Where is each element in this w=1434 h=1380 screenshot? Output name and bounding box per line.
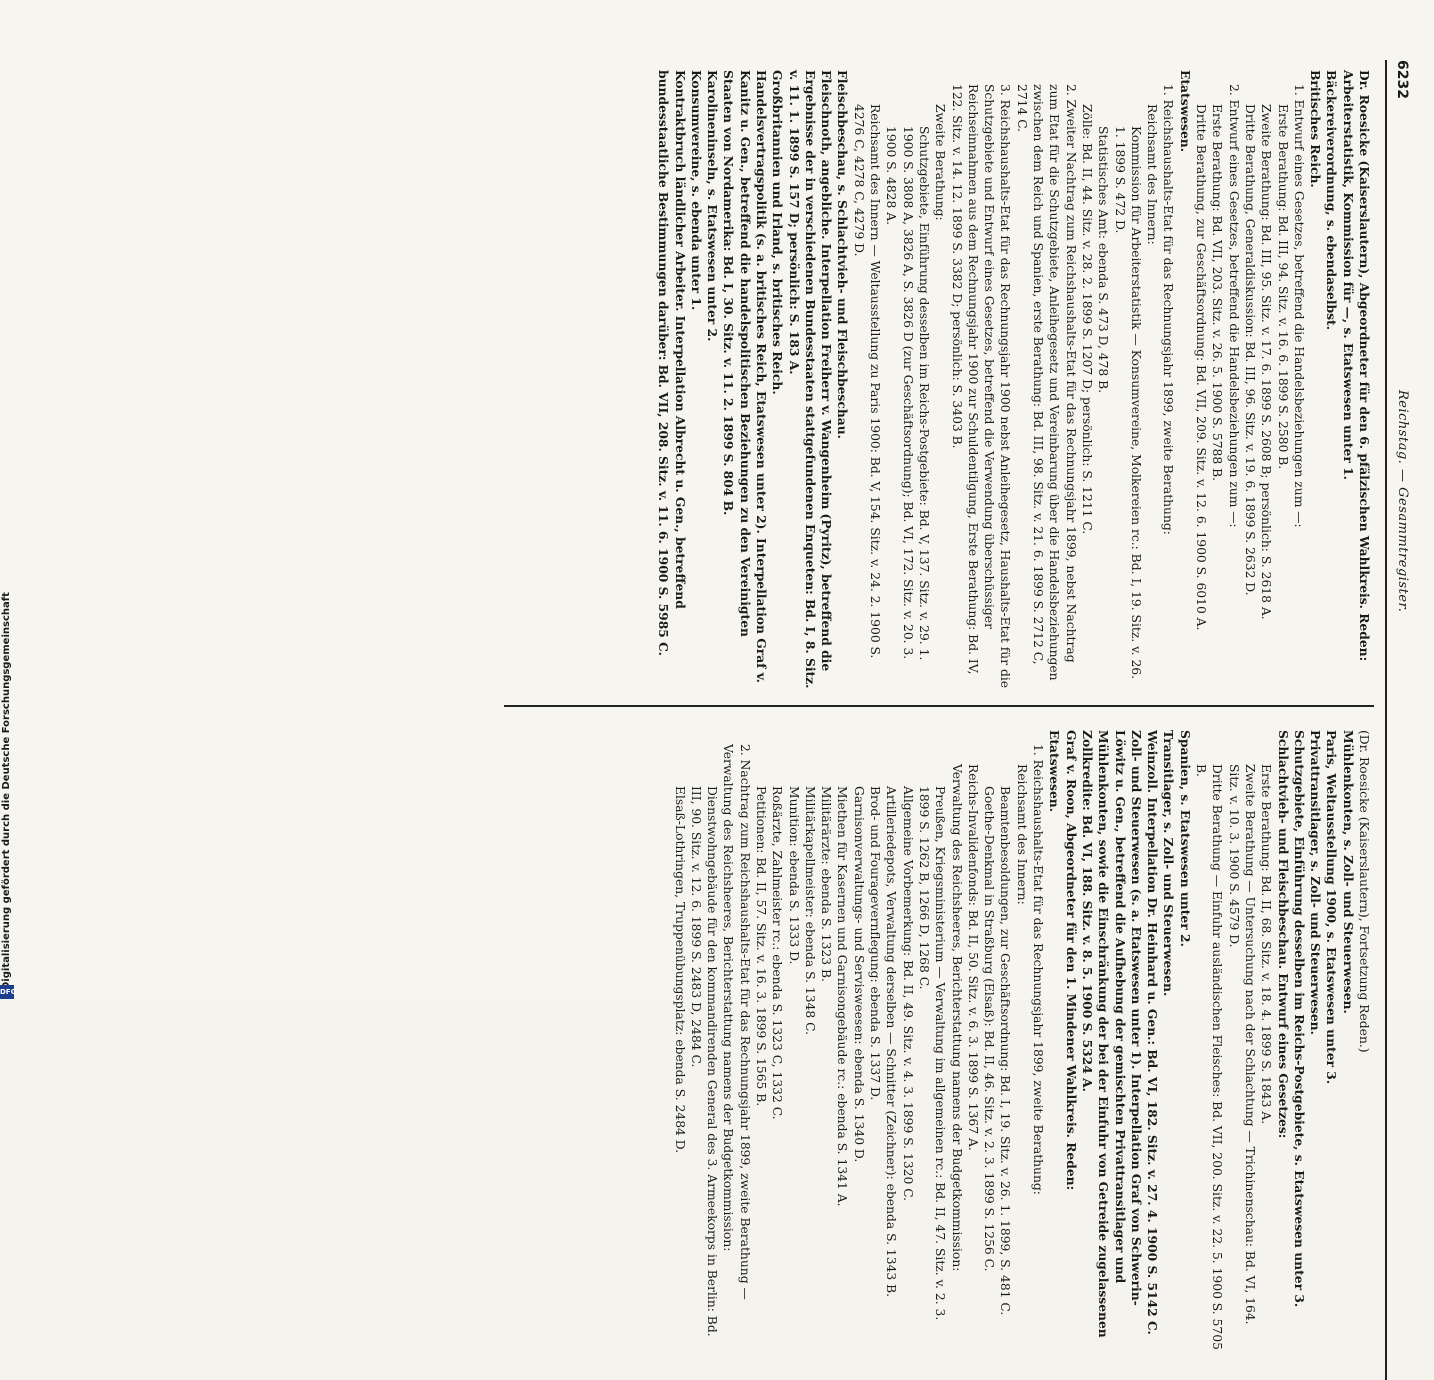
register-entry: Militärärzte: ebenda S. 1323 B. [819,786,834,982]
register-entry: 2. Nachtrag zum Reichshaushalts-Etat für das Rechnungsjahr 1899, zweite Berathung — Verwaltung des Reichsheeres, Berichterstattung namens der Budgetkommission: [721,744,752,1300]
register-entry: Transitlager, s. Zoll- und Steuerwesen. [1161,730,1177,997]
register-entry: Dritte Berathung — Einfuhr ausländischen Fleisches: Bd. VII, 200. Sitz. v. 22. 5. 1900 S. 5705 B. [1194,764,1225,1350]
register-entry: Spanien, s. Etatswesen unter 2. [1177,730,1193,947]
register-entry: 3. Reichshaushalts-Etat für das Rechnungsjahr 1900 nebst Anleihegesetz, Haushalts-Etat für die Schutzgebiete und Entwurf eines Gesetzes, betreffend die Verwendung überschüssiger Reichseinnahmen aus dem Rechnungsjahr 1900 zur Schuldentilgung, Erste Berathung: Bd. IV, 122. Sitz. v. 14. 12. 1899 S. 3382 D; persönlich: S. 3403 B. [949,84,1013,689]
register-entry: 1. Reichshaushalts-Etat für das Rechnungsjahr 1899, zweite Berathung: [1161,84,1176,535]
register-entry: 1. Reichshaushalts-Etat für das Rechnungsjahr 1899, zweite Berathung: [1031,744,1046,1195]
column-divider [504,705,1374,707]
register-entry: Reichs-Invalidenfonds: Bd. II, 50. Sitz. v. 6. 3. 1899 S. 1367 A. [965,764,980,1151]
register-entry: Kommission für Arbeiterstatistik — Konsumvereine, Molkereien rc.: Bd. I, 19. Sitz. v. 26. 1. 1899 S. 472 D. [1112,126,1143,679]
register-entry: Erste Berathung: Bd. III, 94. Sitz. v. 16. 6. 1899 S. 2580 B. [1275,104,1290,470]
register-entry: Arbeiterstatistik, Kommission für —, s. Etatswesen unter 1. [1340,70,1356,480]
register-entry: Elsaß-Lothringen, Truppenübungsplatz: ebenda S. 2484 D. [672,786,687,1154]
register-entry: Dritte Berathung, Generaldiskussion: Bd. III, 96. Sitz. v. 19. 6. 1899 S. 2632 D. [1242,104,1257,596]
register-entry: Preußen, Kriegsministerium — Verwaltung im allgemeinen rc.: Bd. II, 47. Sitz. v. 2. 3. 1899 S. 1262 B, 1266 D, 1268 C. [916,786,948,1321]
register-entry: Petitionen: Bd. II, 57. Sitz. v. 16. 3. 1899 S. 1565 B. [754,786,769,1107]
register-entry: Reichsamt des Innern: [1014,764,1029,905]
register-entry: Verwaltung des Reichsheeres, Berichterstattung namens der Budgetkommission: [949,764,964,1272]
register-entry: Zweite Berathung — Untersuchung nach der Schlachtung — Trichinenschau: Bd. VI, 164. Sitz. v. 10. 3. 1900 S. 4579 D. [1226,764,1257,1325]
register-entry: Zweite Berathung: Bd. III, 95. Sitz. v. 17. 6. 1899 S. 2608 B; persönlich: S. 2618 A. [1259,104,1274,620]
register-entry: Zoll- und Steuerwesen (s. a. Etatswesen unter 1). Interpellation Graf von Schwerin-Löwitz u. Gen., betreffend die Aufhebung der gemischten Privattransitlager und Mühlenkonten, sowie die Einschränkung der bei der Einfuhr von Getreide zugelassenen Zollkredite: Bd. VI, 188. Sitz. v. 8. 5. 1900 S. 5324 A. [1079,730,1144,1338]
register-entry: Schlachtvieh- und Fleischbeschau. Entwurf eines Gesetzes: [1275,730,1291,1139]
register-entry: Statistisches Amt: ebenda S. 473 D, 478 B. [1096,126,1111,394]
register-entry: Weinzoll. Interpellation Dr. Heinhard u. Gen.: Bd. VI, 182. Sitz. v. 27. 4. 1900 S. 5142 C. [1145,730,1161,1335]
register-entry: Karolineninseln, s. Etatswesen unter 2. [705,70,721,342]
left-column [655,70,1372,690]
register-entry: Etatswesen. [1047,730,1063,813]
register-entry: Kontraktbruch ländlicher Arbeiter. Interpellation Albrecht u. Gen., betreffend bundesstaatliche Bestimmungen darüber: Bd. VII, 208. Sitz. v. 11. 6. 1900 S. 5985 C. [656,70,688,656]
page-number: 6232 [1394,60,1410,99]
register-entry: Dr. Roesicke (Kaiserslautern), Abgeordneter für den 6. pfälzischen Wahlkreis. Reden: [1357,70,1372,662]
register-entry: Garnisonverwaltungs- und Servisweesen: ebenda S. 1340 D. [851,786,866,1163]
register-entry: Großbritannien und Irland, s. britisches Reich. [770,70,786,395]
register-entry: Bäckereiverordnung, s. ebendaselbst. [1324,70,1340,331]
header-rule [1385,60,1387,1380]
register-entry: Dienstwohngebäude für den kommandirenden General des 3. Armeekorps in Berlin: Bd. III, 90. Sitz. v. 12. 6. 1899 S. 2483 D, 2484 C. [688,786,720,1337]
register-entry: Paris, Weltausstellung 1900, s. Etatswesen unter 3. [1324,730,1340,1085]
register-entry: 1. Entwurf eines Gesetzes, betreffend die Handelsbeziehungen zum —: [1291,84,1306,528]
register-entry: Schutzgebiete, Einführung desselben im Reichs-Postgebiete: Bd. V, 137. Sitz. v. 29. 1. 1900 S. 3808 A, 3826 A, S. 3826 D (zur Geschäftsordnung); Bd. VI, 172. Sitz. v. 20. 3. 1900 S. 4828 A. [884,126,931,661]
register-entry: Erste Berathung: Bd. VII, 203. Sitz. v. 26. 5. 1900 S. 5788 B. [1210,104,1225,482]
register-entry: 2. Entwurf eines Gesetzes, betreffend die Handelsbeziehungen zum —: [1226,84,1241,528]
register-entry: Fleischnoth, angebliche. Interpellation Freiherr v. Wangenheim (Pyritz), betreffend die Ergebnisse der in verschiedenen Bundesstaaten stattgefundenen Enqueten: Bd. I, 8. Sitz. v. 11. 1. 1899 S. 157 D; persönlich: S. 183 A. [786,70,835,689]
register-entry: Artilleriedepots, Verwaltung derselben — Schnitter (Zeichner): ebenda S. 1343 B. [884,786,899,1298]
register-entry: Fleischbeschau, s. Schlachtvieh- und Fleischbeschau. [835,70,851,439]
register-entry: (Dr. Roesicke (Kaiserslautern), Fortsetzung Reden.) [1357,730,1371,1053]
register-entry: Reichsamt des Innern — Weltausstellung zu Paris 1900: Bd. V, 154. Sitz. v. 24. 2. 1900 S. 4276 C, 4278 C, 4279 D. [851,104,883,659]
register-entry: Schutzgebiete, Einführung desselben im Reichs-Postgebiete, s. Etatswesen unter 3. [1291,730,1307,1308]
register-entry: Etatswesen. [1177,70,1193,153]
register-entry: Miethen für Kasernen und Garnisongebäude rc.: ebenda S. 1341 A. [835,786,850,1207]
register-entry: Militärkapellmeister: ebenda S. 1348 C. [802,786,817,1036]
register-entry: Goethe-Denkmal in Straßburg (Elsaß): Bd. II, 46. Sitz. v. 2. 3. 1899 S. 1256 C. [982,786,997,1272]
running-title: Reichstag. — Gesammtregister. [1395,390,1410,613]
register-entry: Britisches Reich. [1308,70,1324,188]
register-entry: Mühlenkonten, s. Zoll- und Steuerwesen. [1340,730,1356,1014]
register-entry: Zweite Berathung: [933,104,948,221]
register-entry: Roßärzte, Zahlmeister rc.: ebenda S. 1323 C, 1332 C. [770,786,785,1120]
register-entry: Graf v. Roon, Abgeordneter für den 1. Mindener Wahlkreis. Reden: [1063,730,1079,1191]
right-column [671,730,1372,1350]
register-entry: Konsumvereine, s. ebenda unter 1. [688,70,704,311]
register-entry: Munition: ebenda S. 1333 D. [786,786,801,965]
register-entry: Brod- und Fouragevernflegung: ebenda S. 1337 D. [868,786,883,1101]
register-entry: Privattransitlager, s. Zoll- und Steuerwesen. [1308,730,1324,1035]
register-entry: Reichsamt des Innern: [1145,104,1160,245]
register-entry: Dritte Berathung, zur Geschäftsordnung: Bd. VII, 209. Sitz. v. 12. 6. 1900 S. 6010 A. [1194,104,1209,631]
register-entry: Allgemeine Vorbemerkung: Bd. II, 49. Sitz. v. 4. 3. 1899 S. 1320 C. [900,786,915,1202]
register-entry: 2. Zweiter Nachtrag zum Reichshaushalts-Etat für das Rechnungsjahr 1899, nebst Nachtrag zum Etat für die Schutzgebiete, Anleihegesetz und Vereinbarung über die Handelsbeziehungen zwischen dem Reich und Spanien, erste Berathung: Bd. III, 98. Sitz. v. 21. 6. 1899 S. 2712 C, 2714 C. [1014,84,1078,681]
register-entry: Handelsvertragspolitik (s. a. britisches Reich, Etatswesen unter 2). Interpellation Graf v. Kanitz u. Gen., betreffend die handelspolitischen Beziehungen zu den Vereinigten Staaten von Nordamerika: Bd. I, 30. Sitz. v. 11. 2. 1899 S. 804 B. [721,70,770,683]
register-entry: Zölle: Bd. II, 44. Sitz. v. 28. 2. 1899 S. 1207 D; persönlich: S. 1211 C. [1079,104,1094,535]
dfg-logo: DFG [0,985,14,999]
register-entry: Beamtenbesoldungen, zur Geschäftsordnung: Bd. I, 19. Sitz. v. 26. 1. 1899, S. 481 C. [998,786,1013,1316]
register-entry: Erste Berathung: Bd. II, 68. Sitz. v. 18. 4. 1899 S. 1843 A. [1259,764,1274,1125]
